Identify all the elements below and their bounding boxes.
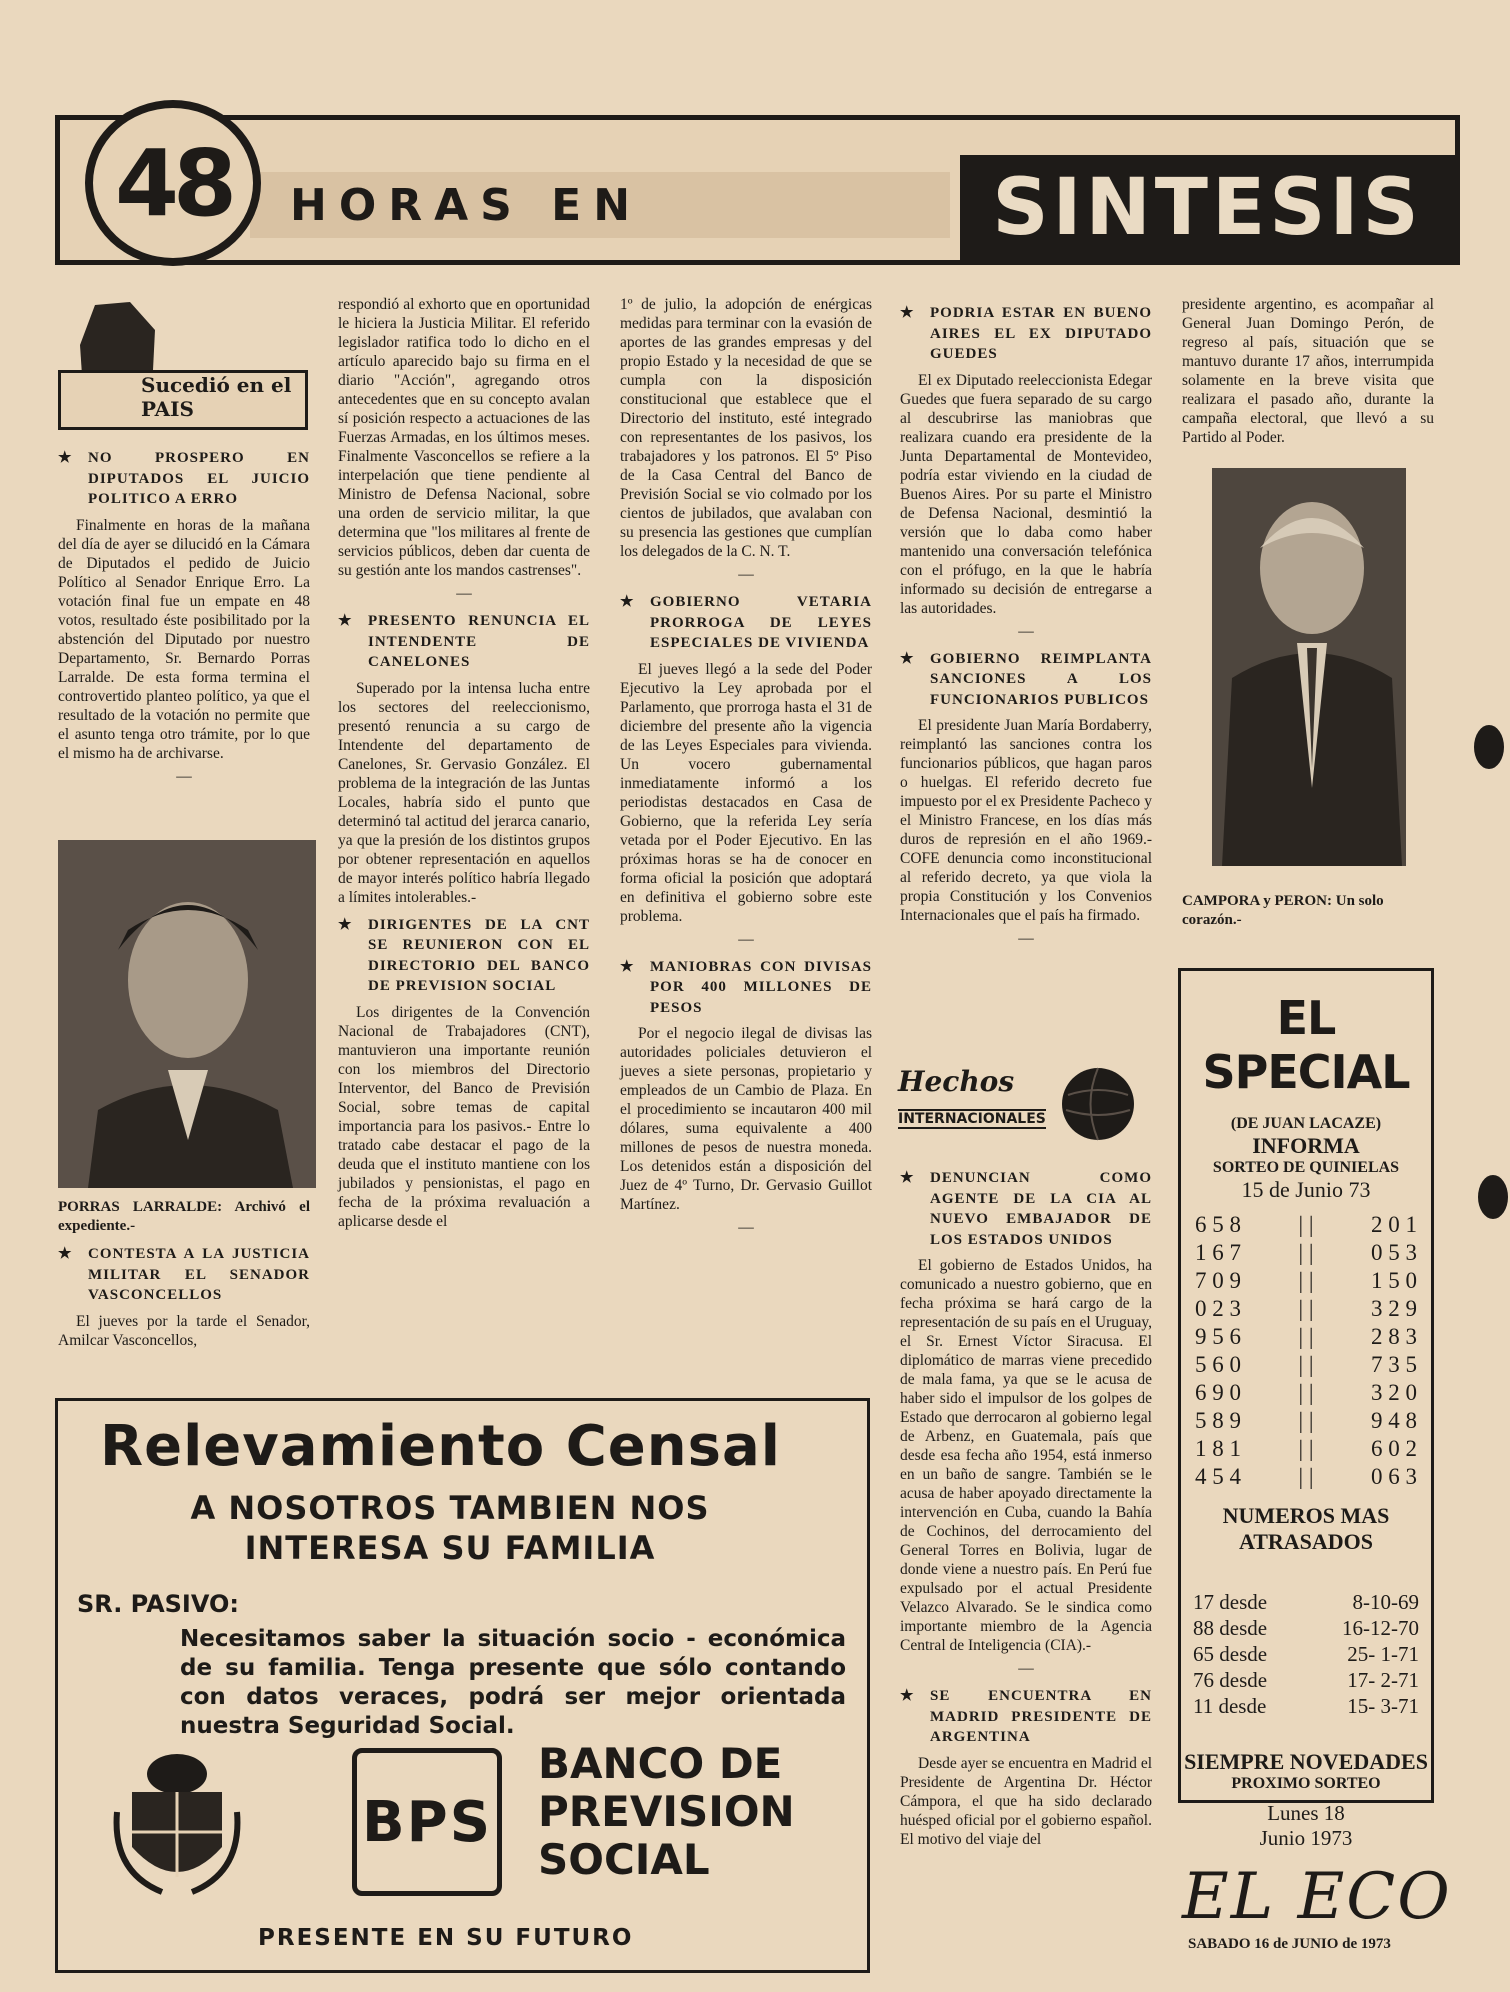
quiniela-number: 5 8 9 — [1195, 1408, 1241, 1433]
quiniela-row — [1181, 1295, 1431, 1323]
quiniela-number: 6 0 2 — [1371, 1436, 1417, 1461]
quiniela-number: 6 5 8 — [1195, 1212, 1241, 1237]
column-1-lower — [58, 1198, 310, 1354]
binder-hole — [1474, 725, 1504, 769]
divider: — — [738, 1219, 754, 1236]
row-separator: | | — [1298, 1240, 1314, 1265]
star-icon: ★ — [900, 650, 915, 667]
quiniela-number: 1 5 0 — [1371, 1268, 1417, 1293]
atrasado-number: 76 desde — [1193, 1668, 1268, 1692]
star-icon: ★ — [338, 916, 353, 933]
special-date: 15 de Junio 73 — [1241, 1177, 1371, 1202]
quiniela-row — [1181, 1407, 1431, 1435]
atrasado-row — [1181, 1641, 1431, 1667]
row-separator: | | — [1298, 1268, 1314, 1293]
divider: — — [1018, 930, 1034, 947]
column-4 — [900, 295, 1152, 956]
quiniela-row — [1181, 1435, 1431, 1463]
article-text: Superado por la intensa lucha entre los sectores del reeleccionismo, presentó renuncia a su cargo de Intendente del departamento de Canelones, Sr. Gervasio González. El problema de la integración de las Juntas Locales, habría sido el punto que determinó tal actitud del jerarca canario, ya que la presión de los distintos grupos por obtener representación en aquellos de mayor interés político habría llegado a límites intolerables.- — [338, 679, 590, 906]
headline: ★ DIRIGENTES DE LA CNT SE REUNIERON CON EL DIRECTORIO DEL BANCO DE PREVISION SOCIAL — [338, 915, 590, 997]
quiniela-number: 0 2 3 — [1195, 1296, 1241, 1321]
ad-subtitle-line-2: INTERESA SU FAMILIA — [244, 1529, 656, 1567]
photo-caption: PORRAS LARRALDE: Archivó el expediente.- — [58, 1199, 310, 1234]
article-text: El ex Diputado reeleccionista Edegar Guedes que fuera separado de su cargo al descubrirse las maniobras que realizara cuando era presidente de la Junta Departamental de Montevideo, podría estar viviendo en la ciudad de Buenos Aires. Por su parte el Ministro de Defensa Nacional, desmintió la versión que lo daba como haber mantenido una conversación telefónica con el prófugo, en la que le habría informado su decisión de entregarse a las autoridades. — [900, 371, 1152, 617]
row-separator: | | — [1298, 1324, 1314, 1349]
article-text: Finalmente en horas de la mañana del día de ayer se dilucidó en la Cámara de Diputados el pedido de Juicio Político al Senador Enrique Erro. La votación final fue un empate en 48 votos, resultado éste posibilitado por la abstención del Diputado por nuestro Departamento, Sr. Bernardo Porras Larralde. De esta forma termina el controvertido planteo político, ya que el resultado de la votación no permite que el asunto tenga otro trámite, por lo que el mismo ha de archivarse. — [58, 516, 310, 762]
ad-salutation: SR. PASIVO: — [77, 1590, 240, 1618]
star-icon: ★ — [620, 958, 635, 975]
el-special-title: EL SPECIAL — [1202, 991, 1410, 1099]
atrasado-row — [1181, 1693, 1431, 1719]
ad-subtitle-line-1: A NOSOTROS TAMBIEN NOS — [190, 1489, 710, 1527]
atrasados-list — [1181, 1589, 1431, 1719]
column-1 — [58, 440, 310, 794]
headline: ★ GOBIERNO REIMPLANTA SANCIONES A LOS FUNCIONARIOS PUBLICOS — [900, 649, 1152, 711]
siempre-novedades: SIEMPRE NOVEDADES — [1184, 1749, 1428, 1774]
star-icon: ★ — [338, 613, 353, 629]
article-text: Por el negocio ilegal de divisas las autoridades policiales detuvieron el jueves a siete personas, propietario y empleados de un Cambio de Plaza. En el procedimiento se incautaron 400 mil dólares, suma equivalente a 400 millones de pesos de nuestra moneda. Los detenidos están a disposición del Juez de 4º Turno, Dr. Gervasio Guillot Martínez. — [620, 1025, 872, 1213]
bank-name-line-1: BANCO DE — [538, 1739, 783, 1788]
ad-title: Relevamiento Censal — [100, 1414, 781, 1479]
bank-name — [538, 1740, 795, 1884]
quiniela-row — [1181, 1211, 1431, 1239]
article-text: Los dirigentes de la Convención Nacional de Trabajadores (CNT), mantuvieron una importante reunión con los miembros del Directorio Interventor, del Banco de Previsión Social, sobre temas de capital importancia para los pasivos.- Entre lo tratado cabe destacar el pago de la deuda que el instituto mantiene con los jubilados y pensionistas, el pago en fecha de la próxima revaluación a aplicarse desde el — [338, 1003, 590, 1230]
divider: — — [738, 930, 754, 948]
atrasado-date: 25- 1-71 — [1347, 1642, 1419, 1666]
divider: — — [1018, 622, 1034, 640]
binder-hole — [1478, 1175, 1508, 1219]
quiniela-number: 6 9 0 — [1195, 1380, 1241, 1405]
column-2 — [338, 295, 590, 1235]
headline: ★ PODRIA ESTAR EN BUENO AIRES EL EX DIPUTADO GUEDES — [900, 303, 1152, 365]
headline: ★ PRESENTO RENUNCIA EL INTENDENTE DE CANELONES — [338, 611, 590, 673]
column-3 — [620, 295, 872, 1245]
quiniela-number: 2 0 1 — [1371, 1212, 1417, 1237]
quiniela-number: 3 2 9 — [1371, 1296, 1417, 1321]
quiniela-number: 1 8 1 — [1195, 1436, 1241, 1461]
proximo-day: Lunes 18 — [1267, 1801, 1345, 1825]
hechos-internacionales-logo — [898, 1065, 1143, 1145]
quiniela-number: 1 6 7 — [1195, 1240, 1241, 1265]
star-icon: ★ — [900, 305, 915, 321]
atrasado-row — [1181, 1667, 1431, 1693]
atrasado-row — [1181, 1589, 1431, 1615]
star-icon: ★ — [58, 450, 73, 466]
proximo-date: Junio 1973 — [1259, 1826, 1353, 1850]
porras-larralde-photo — [58, 840, 316, 1188]
headline: ★ SE ENCUENTRA EN MADRID PRESIDENTE DE ARGENTINA — [900, 1686, 1152, 1748]
quiniela-row — [1181, 1463, 1431, 1491]
quiniela-number: 3 2 0 — [1371, 1380, 1417, 1405]
headline: ★ NO PROSPERO EN DIPUTADOS EL JUICIO POLITICO A ERRO — [58, 448, 310, 510]
atrasado-date: 8-10-69 — [1352, 1590, 1419, 1614]
article-text: El presidente Juan María Bordaberry, reimplantó las sanciones contra los funcionarios públicos, que hagan paros o huelgas. El referido decreto fue impuesto por el ex Presidente Pacheco y el Ministro Francese, en los días más duros de represión en el año 1969.- COFE denuncia como inconstitucional al referido decreto, ya que viola la propia Constitución y los Convenios Internacionales que el país ha firmado. — [900, 717, 1152, 924]
atrasado-number: 88 desde — [1193, 1616, 1268, 1640]
proximo-sorteo: PROXIMO SORTEO — [1231, 1775, 1381, 1792]
divider: — — [456, 585, 472, 602]
article-text: respondió al exhorto que en oportunidad le hiciera la Justicia Militar. El referido legislador ratifica todo lo dicho en el artículo aparecido bajo su firma en el diario "Acción", agregando otros antecedentes que en su concepto avalan sí posición respecto a actuaciones de las Fuerzas Armadas, en los últimos meses. Finalmente Vasconcellos se refiere a la interpelación que tiene pendiente al Ministro de Defensa Nacional, sobre una orden de servicio militar, la que determina que "los militares al frente de servicios públicos, deben dar cuenta de su gestión ante los mandos castrenses". — [338, 296, 590, 579]
article-text: presidente argentino, es acompañar al General Juan Domingo Perón, de regreso al país, situación que se mantuvo durante 17 años, interrumpida solamente en la breve visita que realizara el pasado año, durante la campaña electoral, que llevó a su Partido al Poder. — [1182, 296, 1434, 446]
ad-body: Necesitamos saber la situación socio - económica de su familia. Tenga presente que sólo contando con datos veraces, podrá ser mejor orientada nuestra Seguridad Social. — [180, 1626, 846, 1739]
headline: ★ GOBIERNO VETARIA PRORROGA DE LEYES ESPECIALES DE VIVIENDA — [620, 592, 872, 654]
article-text: 1º de julio, la adopción de enérgicas medidas para terminar con la evasión de aportes de las grandes empresas y del propio Estado y la necesidad de que se cumpla con la disposición constitucional que establece que el Directorio del instituto, esté integrado con representantes de los pasivos, los trabajadores y los patronos. El 5º Piso de la Casa Central del Banco de Previsión Social se vio colmado por los cientos de jubilados, que avalaban con su presencia las gestiones que cumplían los delegados de la C. N. T. — [620, 296, 872, 560]
numeros-mas-atrasados: NUMEROS MAS ATRASADOS — [1222, 1503, 1390, 1554]
masthead-sintesis: SINTESIS — [960, 155, 1455, 260]
portrait-image — [58, 840, 316, 1188]
el-special-box — [1178, 968, 1434, 1850]
quiniela-results — [1181, 1211, 1431, 1491]
bps-logo: BPS — [352, 1748, 502, 1896]
ad-subtitle — [100, 1488, 800, 1568]
globe-icon — [1058, 1065, 1138, 1143]
divider: — — [176, 767, 192, 785]
el-eco-logo: EL ECO — [1182, 1860, 1452, 1934]
row-separator: | | — [1298, 1212, 1314, 1237]
divider: — — [738, 566, 754, 583]
divider: — — [1018, 1660, 1034, 1677]
quiniela-number: 9 4 8 — [1371, 1408, 1417, 1433]
atrasado-date: 16-12-70 — [1342, 1616, 1419, 1640]
atrasado-row — [1181, 1615, 1431, 1641]
quiniela-number: 7 3 5 — [1371, 1352, 1417, 1377]
quiniela-row — [1181, 1379, 1431, 1407]
row-separator: | | — [1298, 1296, 1314, 1321]
quiniela-row — [1181, 1239, 1431, 1267]
quiniela-number: 0 5 3 — [1371, 1240, 1417, 1265]
article-text: El jueves por la tarde el Senador, Amilcar Vasconcellos, — [58, 1312, 310, 1349]
atrasado-number: 65 desde — [1193, 1642, 1268, 1666]
star-icon: ★ — [900, 1688, 915, 1704]
special-subtitle: (DE JUAN LACAZE) — [1230, 1115, 1382, 1132]
row-separator: | | — [1298, 1464, 1314, 1489]
special-informa: INFORMA — [1252, 1133, 1360, 1158]
row-separator: | | — [1298, 1408, 1314, 1433]
internacionales-label: INTERNACIONALES — [898, 1111, 1046, 1127]
coat-of-arms-icon — [112, 1752, 242, 1902]
quiniela-number: 0 6 3 — [1371, 1464, 1417, 1489]
star-icon: ★ — [900, 1170, 915, 1186]
quiniela-number: 2 8 3 — [1371, 1324, 1417, 1349]
star-icon: ★ — [58, 1246, 73, 1262]
quiniela-row — [1181, 1323, 1431, 1351]
quiniela-number: 7 0 9 — [1195, 1268, 1241, 1293]
photo-caption: CAMPORA y PERON: Un solo corazón.- — [1182, 893, 1384, 928]
bank-name-line-3: SOCIAL — [538, 1835, 710, 1884]
sucedio-en-el-pais-logo: Sucedió en el PAIS — [58, 370, 308, 430]
quiniela-row — [1181, 1267, 1431, 1295]
ad-slogan: PRESENTE EN SU FUTURO — [258, 1925, 634, 1951]
atrasado-date: 15- 3-71 — [1347, 1694, 1419, 1718]
bank-name-line-2: PREVISION — [538, 1787, 795, 1836]
issue-date: SABADO 16 de JUNIO de 1973 — [1188, 1936, 1391, 1952]
campora-peron-photo — [1212, 468, 1406, 866]
column-4-lower — [900, 1160, 1152, 1853]
headline: ★ DENUNCIAN COMO AGENTE DE LA CIA AL NUEVO EMBAJADOR DE LOS ESTADOS UNIDOS — [900, 1168, 1152, 1250]
quiniela-number: 4 5 4 — [1195, 1464, 1241, 1489]
column-5 — [1182, 295, 1434, 451]
article-text: Desde ayer se encuentra en Madrid el Presidente de Argentina Dr. Héctor Cámpora, el que ha sido declarado huésped oficial por el gobierno español. El motivo del viaje del — [900, 1754, 1152, 1848]
quiniela-row — [1181, 1351, 1431, 1379]
article-text: El jueves llegó a la sede del Poder Ejecutivo la Ley aprobada por el Parlamento, que prorroga hasta el 31 de diciembre del presente año la vigencia de las Leyes Especiales para vivienda. Un vocero gubernamental inmediatamente informó a los periodistas destacados en Casa de Gobierno, que la referida Ley sería vetada por el Poder Ejecutivo. En las próximas horas se ha de conocer en forma oficial la posición que adoptará en definitiva el gobierno sobre este problema. — [620, 660, 872, 925]
headline: ★ CONTESTA A LA JUSTICIA MILITAR EL SENADOR VASCONCELLOS — [58, 1244, 310, 1306]
headline: ★ MANIOBRAS CON DIVISAS POR 400 MILLONES DE PESOS — [620, 957, 872, 1019]
atrasado-date: 17- 2-71 — [1347, 1668, 1419, 1692]
row-separator: | | — [1298, 1436, 1314, 1461]
portrait-image — [1212, 468, 1406, 866]
masthead-48-badge: 48 — [85, 100, 261, 266]
star-icon: ★ — [620, 594, 635, 610]
hechos-label: Hechos — [898, 1065, 1015, 1098]
quiniela-number: 9 5 6 — [1195, 1324, 1241, 1349]
article-text: El gobierno de Estados Unidos, ha comunicado a nuestro gobierno, que en fecha próxima se hará cargo de la representación de su país en el Uruguay, el Sr. Ernest Víctor Siracusa. El diplomático de marras viene precedido de mala fama, ya que se le acusa de haber sido el impulsor de los golpes de Estado que derrocaron al gobierno legal de Arbenz, en Guatemala, país que desde esa fecha año 1954, está inmerso en un baño de sangre. También se le acusa de haber apoyado directamente la intervención en Cuba, cuando la Bahía de Cochinos, del derrocamiento del General Torres en Bolivia, lugar de donde viene a nuestro país. En Perú fue expulsado por el actual Presidente Velazco Alvarado. Se le sindica como importante miembro de la Agencia Central de Inteligencia (CIA).- — [900, 1257, 1152, 1654]
atrasado-number: 17 desde — [1193, 1590, 1268, 1614]
row-separator: | | — [1298, 1352, 1314, 1377]
row-separator: | | — [1298, 1380, 1314, 1405]
quiniela-number: 5 6 0 — [1195, 1352, 1241, 1377]
special-sorteo: SORTEO DE QUINIELAS — [1212, 1159, 1400, 1176]
atrasado-number: 11 desde — [1193, 1694, 1267, 1718]
masthead-horas-en: HORAS EN — [290, 180, 643, 231]
